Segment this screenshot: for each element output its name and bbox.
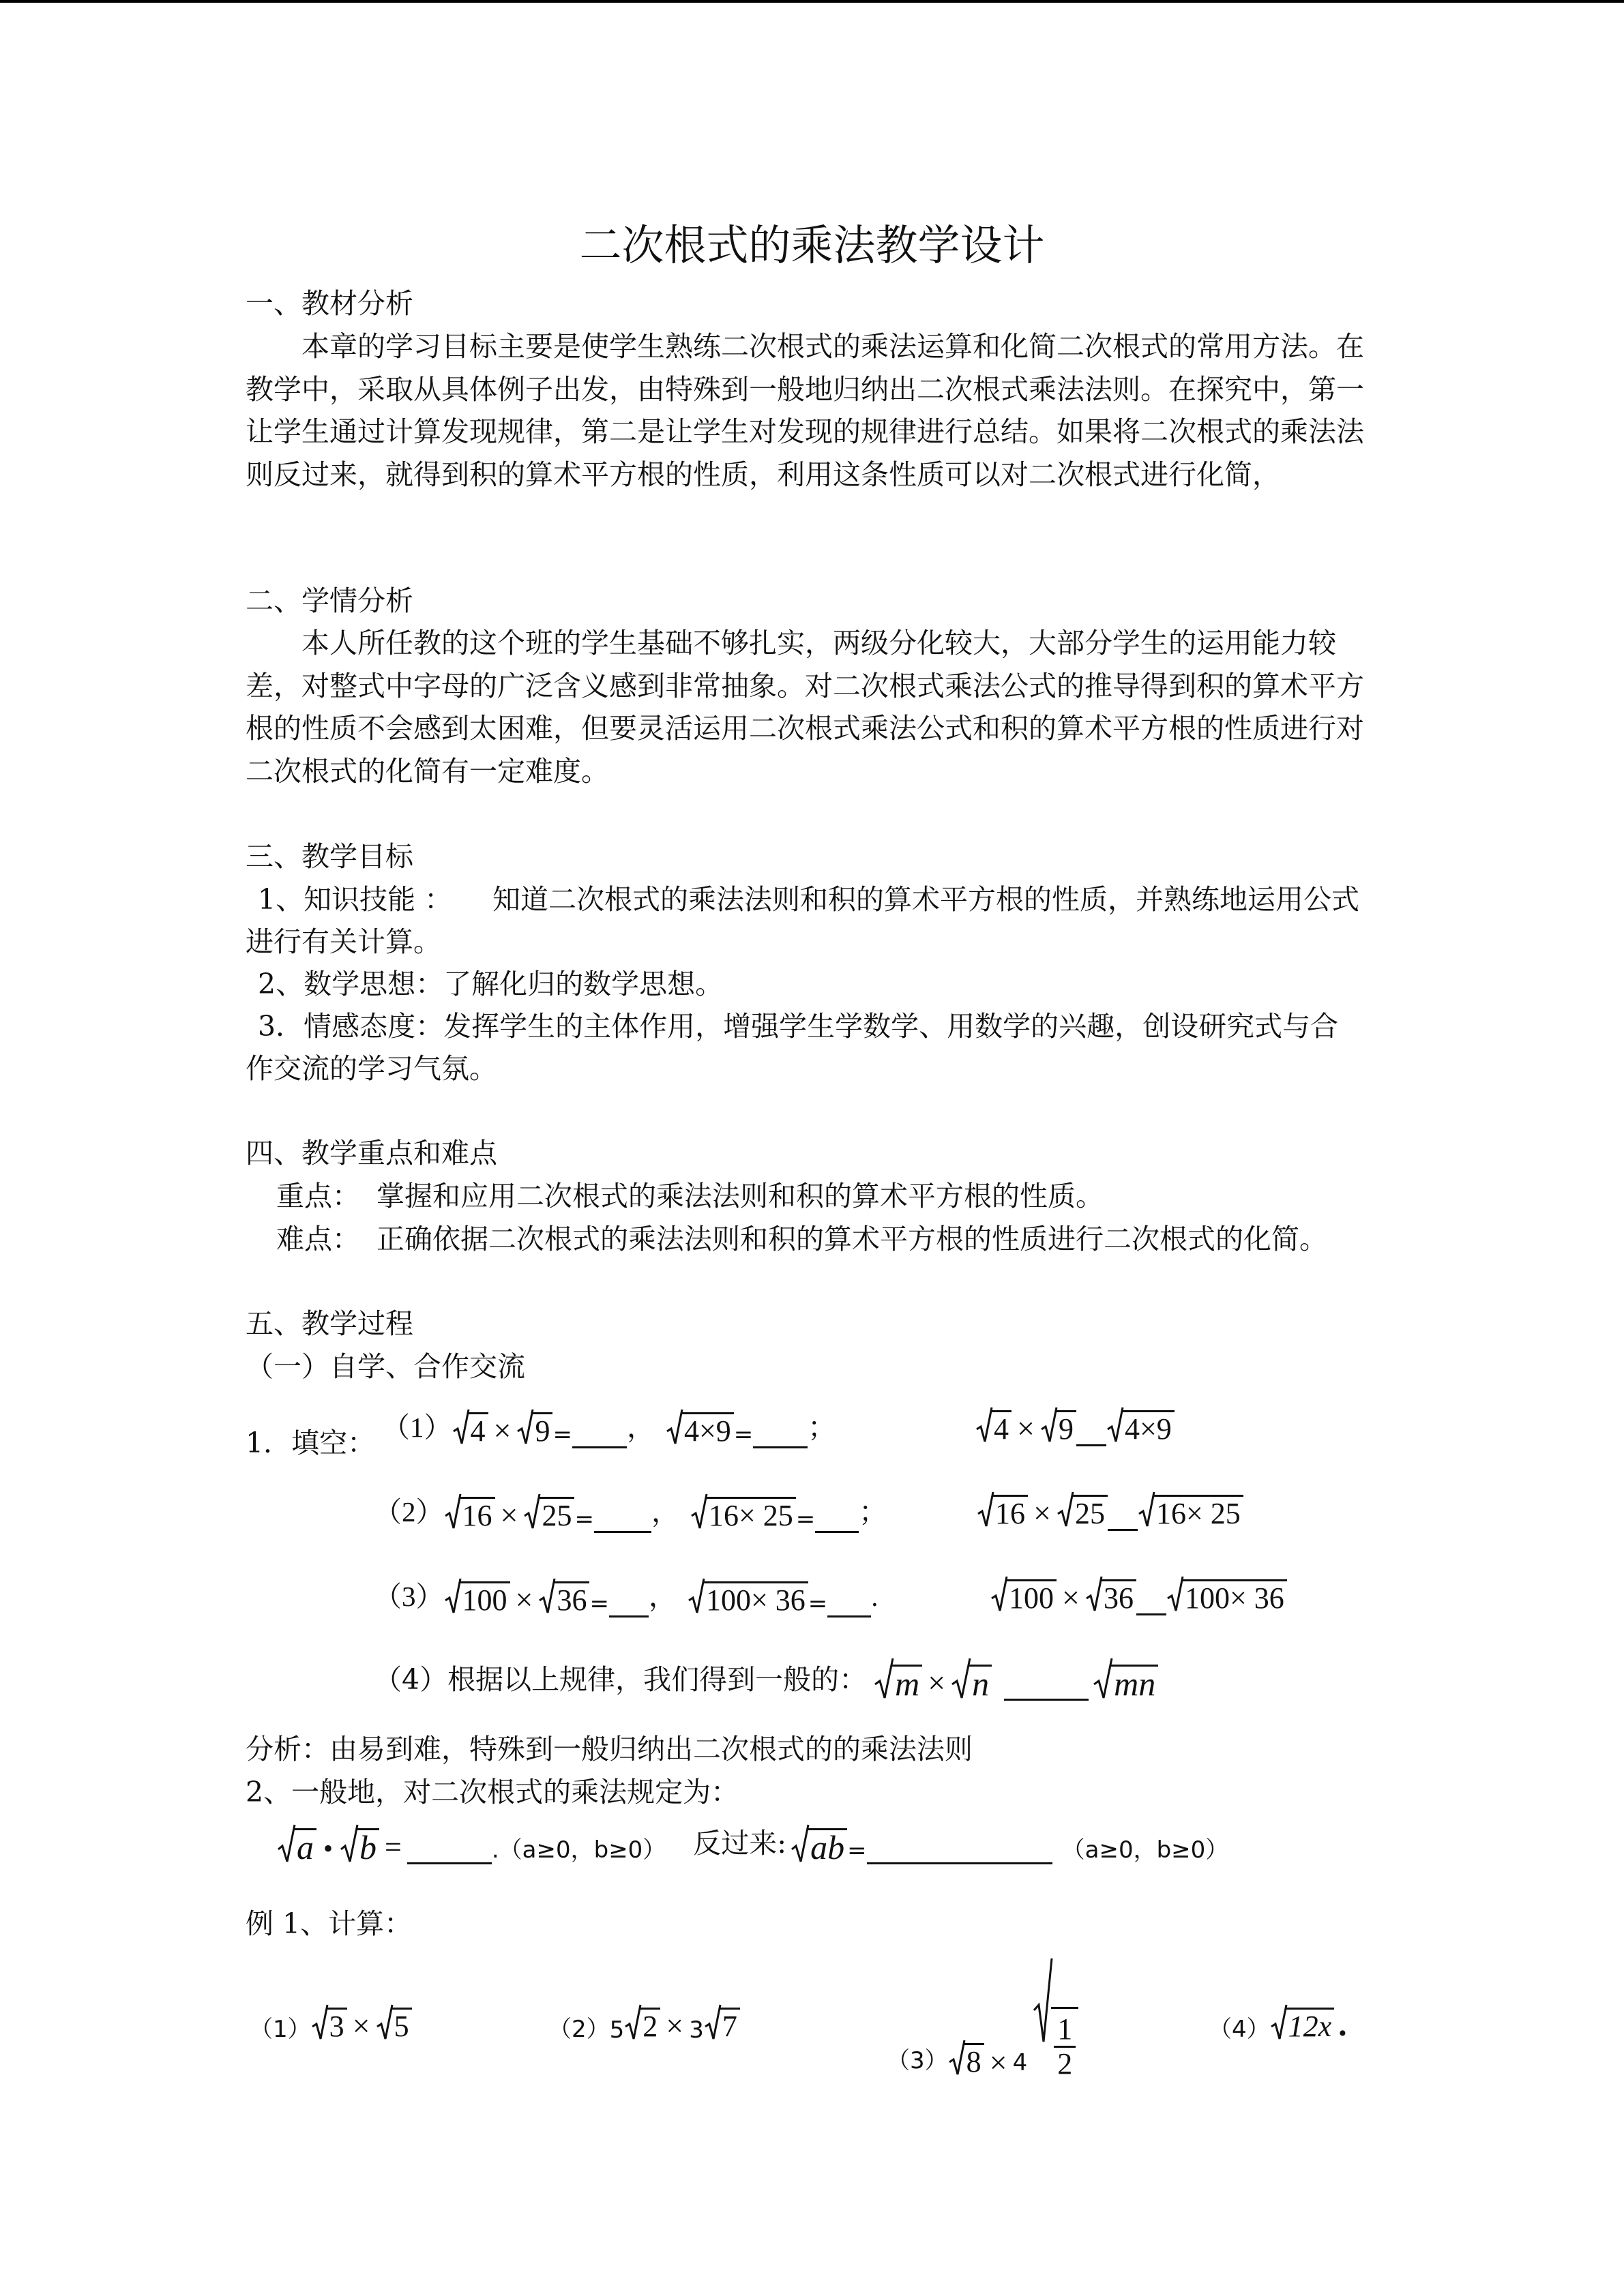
sqrt-a xyxy=(990,1575,1057,1615)
coefficient: 5 xyxy=(609,2016,625,2044)
equals-sign: = xyxy=(847,1837,867,1864)
sqrt-8 xyxy=(948,2039,984,2079)
sqrt-a-radicand: 100 xyxy=(460,1581,510,1617)
end-dot: . xyxy=(1338,2005,1347,2043)
row-2-number: （2） xyxy=(374,1496,444,1527)
sqrt-b-radicand: 36 xyxy=(554,1581,589,1617)
sqrt-b xyxy=(1057,1491,1108,1531)
sqrt-ab-radicand: 16× 25 xyxy=(1153,1495,1243,1531)
sqrt-ab-radicand: 4×9 xyxy=(681,1412,734,1448)
section-1-heading: 一、教材分析 xyxy=(246,287,413,320)
sqrt-ab xyxy=(1166,1575,1287,1615)
compare-blank[interactable] xyxy=(1076,1439,1106,1446)
rule-blank[interactable] xyxy=(407,1857,492,1864)
equals-sign: = xyxy=(808,1590,828,1617)
sqrt-a xyxy=(452,1408,488,1448)
section-4-heading: 四、教学重点和难点 xyxy=(246,1137,497,1169)
equals-sign: = xyxy=(385,1830,402,1864)
sqrt-a-radicand: 4 xyxy=(468,1412,488,1448)
compare-blank[interactable] xyxy=(1108,1523,1138,1531)
fill-row-1-compare xyxy=(975,1406,1175,1446)
reverse-label: 反过来: xyxy=(693,1827,787,1860)
sqrt-n xyxy=(951,1657,992,1701)
fraction-denominator: 2 xyxy=(1057,2047,1073,2081)
times-sign: × xyxy=(666,2008,684,2043)
key-point-label: 重点： xyxy=(276,1180,360,1212)
goal-2: 2、数学思想：了解化归的数学思想。 xyxy=(258,968,724,1000)
sqrt-a-radicand: 4 xyxy=(991,1410,1012,1446)
times-sign: × xyxy=(928,1665,946,1700)
row-1-number: （1） xyxy=(382,1412,452,1443)
coefficient: 3 xyxy=(689,2016,704,2044)
equals-sign: = xyxy=(733,1421,754,1448)
sqrt-a-radicand: 16 xyxy=(460,1497,495,1533)
sqrt-2-radicand: 2 xyxy=(640,2008,660,2044)
section-2-paragraph: 本人所任教的这个班的学生基础不够扎实，两级分化较大，大部分学生的运用能力较差，对整式中字母的广泛含义感到非常抽象。对二次根式乘法公式的推导得到积的算术平方根的性质不会感到太困难，但要灵活运用二次根式乘法公式和积的算术平方根的性质进行对二次根式的化简有一定难度。 xyxy=(246,627,1364,788)
sqrt-ab-radicand: 16× 25 xyxy=(706,1497,796,1533)
row-4-text: （4）根据以上规律，我们得到一般的： xyxy=(374,1663,868,1696)
compare-blank[interactable] xyxy=(1136,1608,1166,1615)
sqrt-n-radicand: n xyxy=(969,1665,992,1701)
coefficient: 4 xyxy=(1012,2049,1028,2076)
rule-line xyxy=(277,1822,1228,1864)
rule-intro: 2、一般地，对二次根式的乘法规定为： xyxy=(246,1776,739,1808)
fill-label: 1．填空： xyxy=(246,1427,376,1459)
section-2-heading: 二、学情分析 xyxy=(246,584,413,617)
times-sign: × xyxy=(989,2045,1007,2080)
general-blank[interactable] xyxy=(1004,1693,1089,1701)
goal-1-continued: 进行有关计算。 xyxy=(246,925,441,958)
comma: ， xyxy=(626,1412,655,1443)
goal-3-continued: 作交流的学习气氛。 xyxy=(246,1052,497,1085)
sqrt-7 xyxy=(704,2003,740,2044)
sqrt-b-radicand: 25 xyxy=(1072,1495,1108,1531)
sqrt-b xyxy=(523,1493,574,1533)
sqrt-b-radicand: 25 xyxy=(539,1497,574,1533)
sqrt-ab-radicand: 4×9 xyxy=(1122,1410,1175,1446)
fraction-numerator: 1 xyxy=(1057,2012,1073,2046)
example-3-number: （3） xyxy=(887,2047,948,2074)
fill-row-4 xyxy=(374,1657,1158,1701)
fill-row-2-compare xyxy=(977,1491,1243,1531)
sqrt-a xyxy=(444,1493,495,1533)
equals-sign: = xyxy=(589,1590,609,1617)
analysis-text: 分析：由易到难，特殊到一般归纳出二次根式的的乘法法则 xyxy=(246,1733,973,1765)
section-3-heading: 三、教学目标 xyxy=(246,840,413,873)
sqrt-a xyxy=(277,1823,316,1864)
example-2 xyxy=(548,2003,740,2044)
answer-blank[interactable] xyxy=(609,1610,649,1617)
difficulty-text: 正确依据二次根式的乘法法则和积的算术平方根的性质进行二次根式的化简。 xyxy=(377,1223,1327,1255)
sqrt-b xyxy=(1040,1406,1076,1446)
sqrt-a xyxy=(444,1577,510,1617)
sqrt-b xyxy=(1085,1575,1136,1615)
sqrt-ab xyxy=(791,1823,847,1864)
sqrt-mn xyxy=(1093,1657,1158,1701)
sqrt-12x xyxy=(1270,2003,1335,2044)
sqrt-3-radicand: 3 xyxy=(327,2008,347,2044)
fraction-one-half xyxy=(1054,2013,1076,2081)
goal-3: 3．情感态度：发挥学生的主体作用，增强学生学数学、用数学的兴趣，创设研究式与合 xyxy=(258,1010,1339,1043)
example-label: 例 1、计算： xyxy=(246,1907,413,1940)
equals-sign: = xyxy=(574,1506,594,1533)
section-5-heading: 五、教学过程 xyxy=(246,1307,413,1340)
equals-sign: = xyxy=(795,1506,816,1533)
sqrt-ab xyxy=(666,1408,734,1448)
sqrt-a xyxy=(977,1491,1028,1531)
times-sign: × xyxy=(1062,1580,1080,1615)
sqrt-a-radicand: 100 xyxy=(1006,1579,1057,1615)
sqrt-b xyxy=(340,1823,379,1864)
equals-sign: = xyxy=(552,1421,572,1448)
subsection-1: （一）自学、合作交流 xyxy=(246,1350,525,1383)
fill-row-3-left xyxy=(374,1575,879,1617)
times-sign: × xyxy=(1033,1495,1051,1530)
example-4 xyxy=(1209,2003,1347,2044)
sqrt-ab xyxy=(1138,1491,1243,1531)
example-1 xyxy=(250,2003,412,2044)
semicolon: ； xyxy=(808,1412,836,1443)
sqrt-b xyxy=(516,1408,552,1448)
sqrt-ab xyxy=(690,1493,796,1533)
sqrt-b-radicand: 9 xyxy=(532,1412,552,1448)
fill-row-3-compare xyxy=(990,1575,1287,1615)
sqrt-m-radicand: m xyxy=(892,1665,922,1701)
sqrt-3 xyxy=(311,2003,347,2044)
times-sign: × xyxy=(493,1413,512,1448)
sqrt-a-radicand: a xyxy=(294,1828,316,1864)
example-2-number: （2） xyxy=(548,2016,610,2043)
sqrt-b xyxy=(538,1577,589,1617)
example-3 xyxy=(887,1957,1078,2081)
sqrt-ab-radicand: 100× 36 xyxy=(703,1581,808,1617)
sqrt-ab xyxy=(688,1577,808,1617)
semicolon: ； xyxy=(859,1496,887,1527)
sqrt-7-radicand: 7 xyxy=(720,2008,740,2044)
times-sign: × xyxy=(1017,1411,1035,1446)
times-sign: × xyxy=(500,1497,518,1532)
sqrt-b-radicand: b xyxy=(357,1828,379,1864)
answer-blank[interactable] xyxy=(753,1441,808,1448)
sqrt-5-radicand: 5 xyxy=(392,2008,412,2044)
example-4-number: （4） xyxy=(1209,2016,1270,2043)
comma: ， xyxy=(651,1496,679,1527)
sqrt-b-radicand: 36 xyxy=(1101,1579,1136,1615)
sqrt-5 xyxy=(376,2003,412,2044)
comma: ， xyxy=(648,1581,677,1612)
page-title: 二次根式的乘法教学设计 xyxy=(579,220,1045,270)
example-1-number: （1） xyxy=(250,2016,311,2043)
sqrt-ab-radicand: ab xyxy=(808,1828,847,1864)
times-sign: × xyxy=(515,1582,533,1617)
rule-condition-2: （a≥0，b≥0） xyxy=(1061,1836,1229,1864)
sqrt-a xyxy=(975,1406,1012,1446)
sqrt-half xyxy=(1033,1957,1078,2081)
rule-condition-1: .（a≥0，b≥0） xyxy=(491,1836,666,1864)
sqrt-ab-radicand: 100× 36 xyxy=(1182,1579,1287,1615)
sqrt-b-radicand: 9 xyxy=(1056,1410,1076,1446)
sqrt-mn-radicand: mn xyxy=(1111,1665,1158,1701)
top-border xyxy=(0,0,1624,3)
reverse-blank[interactable] xyxy=(867,1857,1052,1864)
fill-row-1-left xyxy=(382,1406,836,1448)
answer-blank[interactable] xyxy=(827,1610,871,1617)
goal-1-label: 1、知识技能 ： xyxy=(258,883,453,916)
fill-row-2-left xyxy=(374,1491,887,1533)
sqrt-ab xyxy=(1106,1406,1175,1446)
answer-blank[interactable] xyxy=(815,1525,859,1533)
sqrt-12x-radicand: 12x xyxy=(1286,2008,1335,2044)
dot-operator: • xyxy=(323,1833,334,1864)
sqrt-m xyxy=(874,1657,922,1701)
sqrt-a-radicand: 16 xyxy=(992,1495,1028,1531)
answer-blank[interactable] xyxy=(572,1441,627,1448)
sqrt-8-radicand: 8 xyxy=(964,2043,984,2079)
answer-blank[interactable] xyxy=(594,1525,651,1533)
period: . xyxy=(871,1581,879,1612)
times-sign: × xyxy=(352,2008,370,2043)
goal-1-text: 知道二次根式的乘法法则和积的算术平方根的性质，并熟练地运用公式 xyxy=(492,883,1359,916)
key-point-text: 掌握和应用二次根式的乘法法则和积的算术平方根的性质。 xyxy=(377,1180,1104,1212)
difficulty-label: 难点： xyxy=(276,1223,360,1255)
section-1-paragraph: 本章的学习目标主要是使学生熟练二次根式的乘法运算和化简二次根式的常用方法。在教学中，采取从具体例子出发，由特殊到一般地归纳出二次根式乘法法则。在探究中，第一让学生通过计算发现规律，第二是让学生对发现的规律进行总结。如果将二次根式的乘法法则反过来，就得到积的算术平方根的性质，利用这条性质可以对二次根式进行化简， xyxy=(246,330,1364,491)
sqrt-2 xyxy=(624,2003,660,2044)
sqrt-half-radicand xyxy=(1051,2007,1078,2081)
row-3-number: （3） xyxy=(374,1581,444,1612)
